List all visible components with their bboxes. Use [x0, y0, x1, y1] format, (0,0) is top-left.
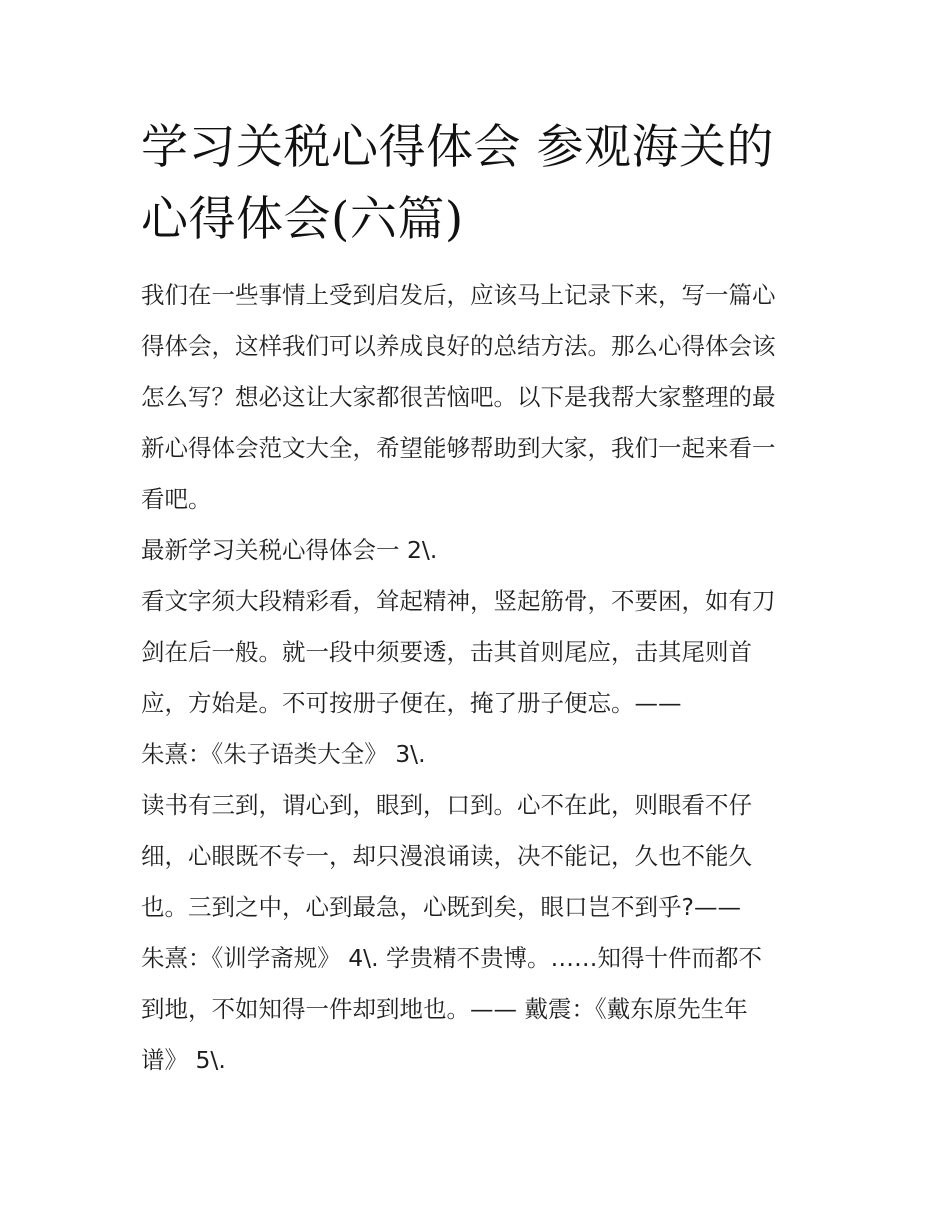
document-title [141, 112, 813, 256]
body-line: 谱》 5\. [141, 1046, 226, 1074]
title-line-2: 心得体会(六篇) [141, 192, 464, 247]
body-line: 到地，不如知得一件却到地也。—— 戴震：《戴东原先生年 [141, 995, 748, 1023]
document-page [141, 112, 813, 1086]
body-line: 得体会，这样我们可以养成良好的总结方法。那么心得体会该 [141, 332, 776, 360]
body-line: 新心得体会范文大全，希望能够帮助到大家，我们一起来看一 [141, 434, 776, 462]
quote-attribution: 朱熹：《训学斋规》 4\. 学贵精不贵博。……知得十件而都不 [141, 944, 763, 972]
body-line: 看吧。 [141, 485, 212, 513]
title-line-1: 学习关税心得体会 参观海关的 [141, 120, 774, 175]
document-body [141, 270, 813, 1086]
body-line: 剑在后一般。就一段中须要透，击其首则尾应，击其尾则首 [141, 638, 752, 666]
body-line: 细，心眼既不专一，却只漫浪诵读，决不能记，久也不能久 [141, 842, 752, 870]
body-line: 也。三到之中，心到最急，心既到矣，眼口岂不到乎?—— [141, 893, 741, 921]
body-line: 读书有三到，谓心到，眼到，口到。心不在此，则眼看不仔 [141, 791, 752, 819]
body-line: 我们在一些事情上受到启发后，应该马上记录下来，写一篇心 [141, 281, 776, 309]
section-heading: 最新学习关税心得体会一 2\. [141, 536, 438, 564]
quote-attribution: 朱熹：《朱子语类大全》 3\. [141, 740, 426, 768]
body-line: 看文字须大段精彩看，耸起精神，竖起筋骨，不要困，如有刀 [141, 587, 776, 615]
body-line: 应，方始是。不可按册子便在，掩了册子便忘。—— [141, 689, 682, 717]
body-line: 怎么写？想必这让大家都很苦恼吧。以下是我帮大家整理的最 [141, 383, 776, 411]
